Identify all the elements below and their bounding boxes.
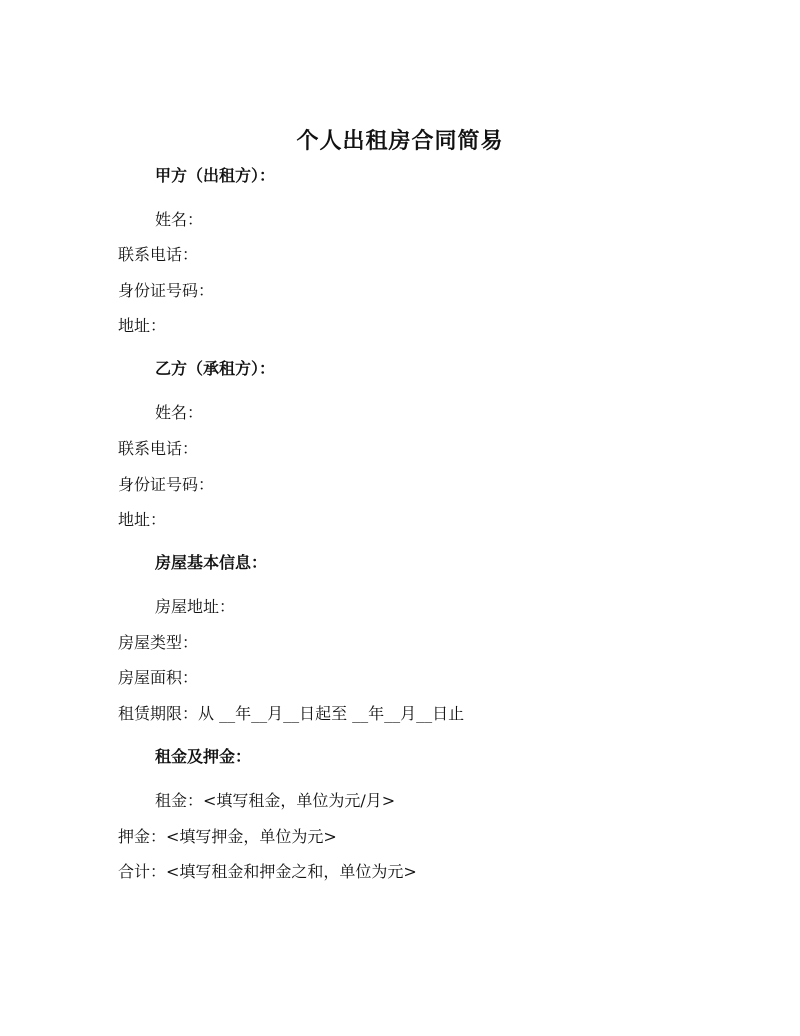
party-b-name-label: 姓名： (155, 403, 204, 422)
lease-term-line: 租赁期限：从 __年__月__日起至 __年__月__日止 (118, 704, 465, 723)
party-a-name-label: 姓名： (155, 210, 204, 229)
house-type-label: 房屋类型： (118, 633, 199, 652)
rent-line: 租金：<填写租金，单位为元/月> (155, 791, 396, 810)
party-a-phone-label: 联系电话： (118, 245, 199, 264)
document-title: 个人出租房合同简易 (296, 128, 504, 154)
party-b-id-label: 身份证号码： (118, 475, 215, 494)
house-address-label: 房屋地址： (155, 597, 236, 616)
party-a-address-label: 地址： (118, 316, 167, 335)
deposit-line: 押金：<填写押金，单位为元> (118, 827, 337, 846)
party-a-id-label: 身份证号码： (118, 281, 215, 300)
total-line: 合计：<填写租金和押金之和，单位为元> (118, 862, 417, 881)
party-a-heading: 甲方（出租方）： (155, 166, 276, 185)
party-b-address-label: 地址： (118, 510, 167, 529)
rent-deposit-heading: 租金及押金： (155, 747, 252, 766)
house-info-heading: 房屋基本信息： (155, 553, 268, 572)
party-b-heading: 乙方（承租方）： (155, 359, 276, 378)
party-b-phone-label: 联系电话： (118, 439, 199, 458)
house-area-label: 房屋面积： (118, 668, 199, 687)
